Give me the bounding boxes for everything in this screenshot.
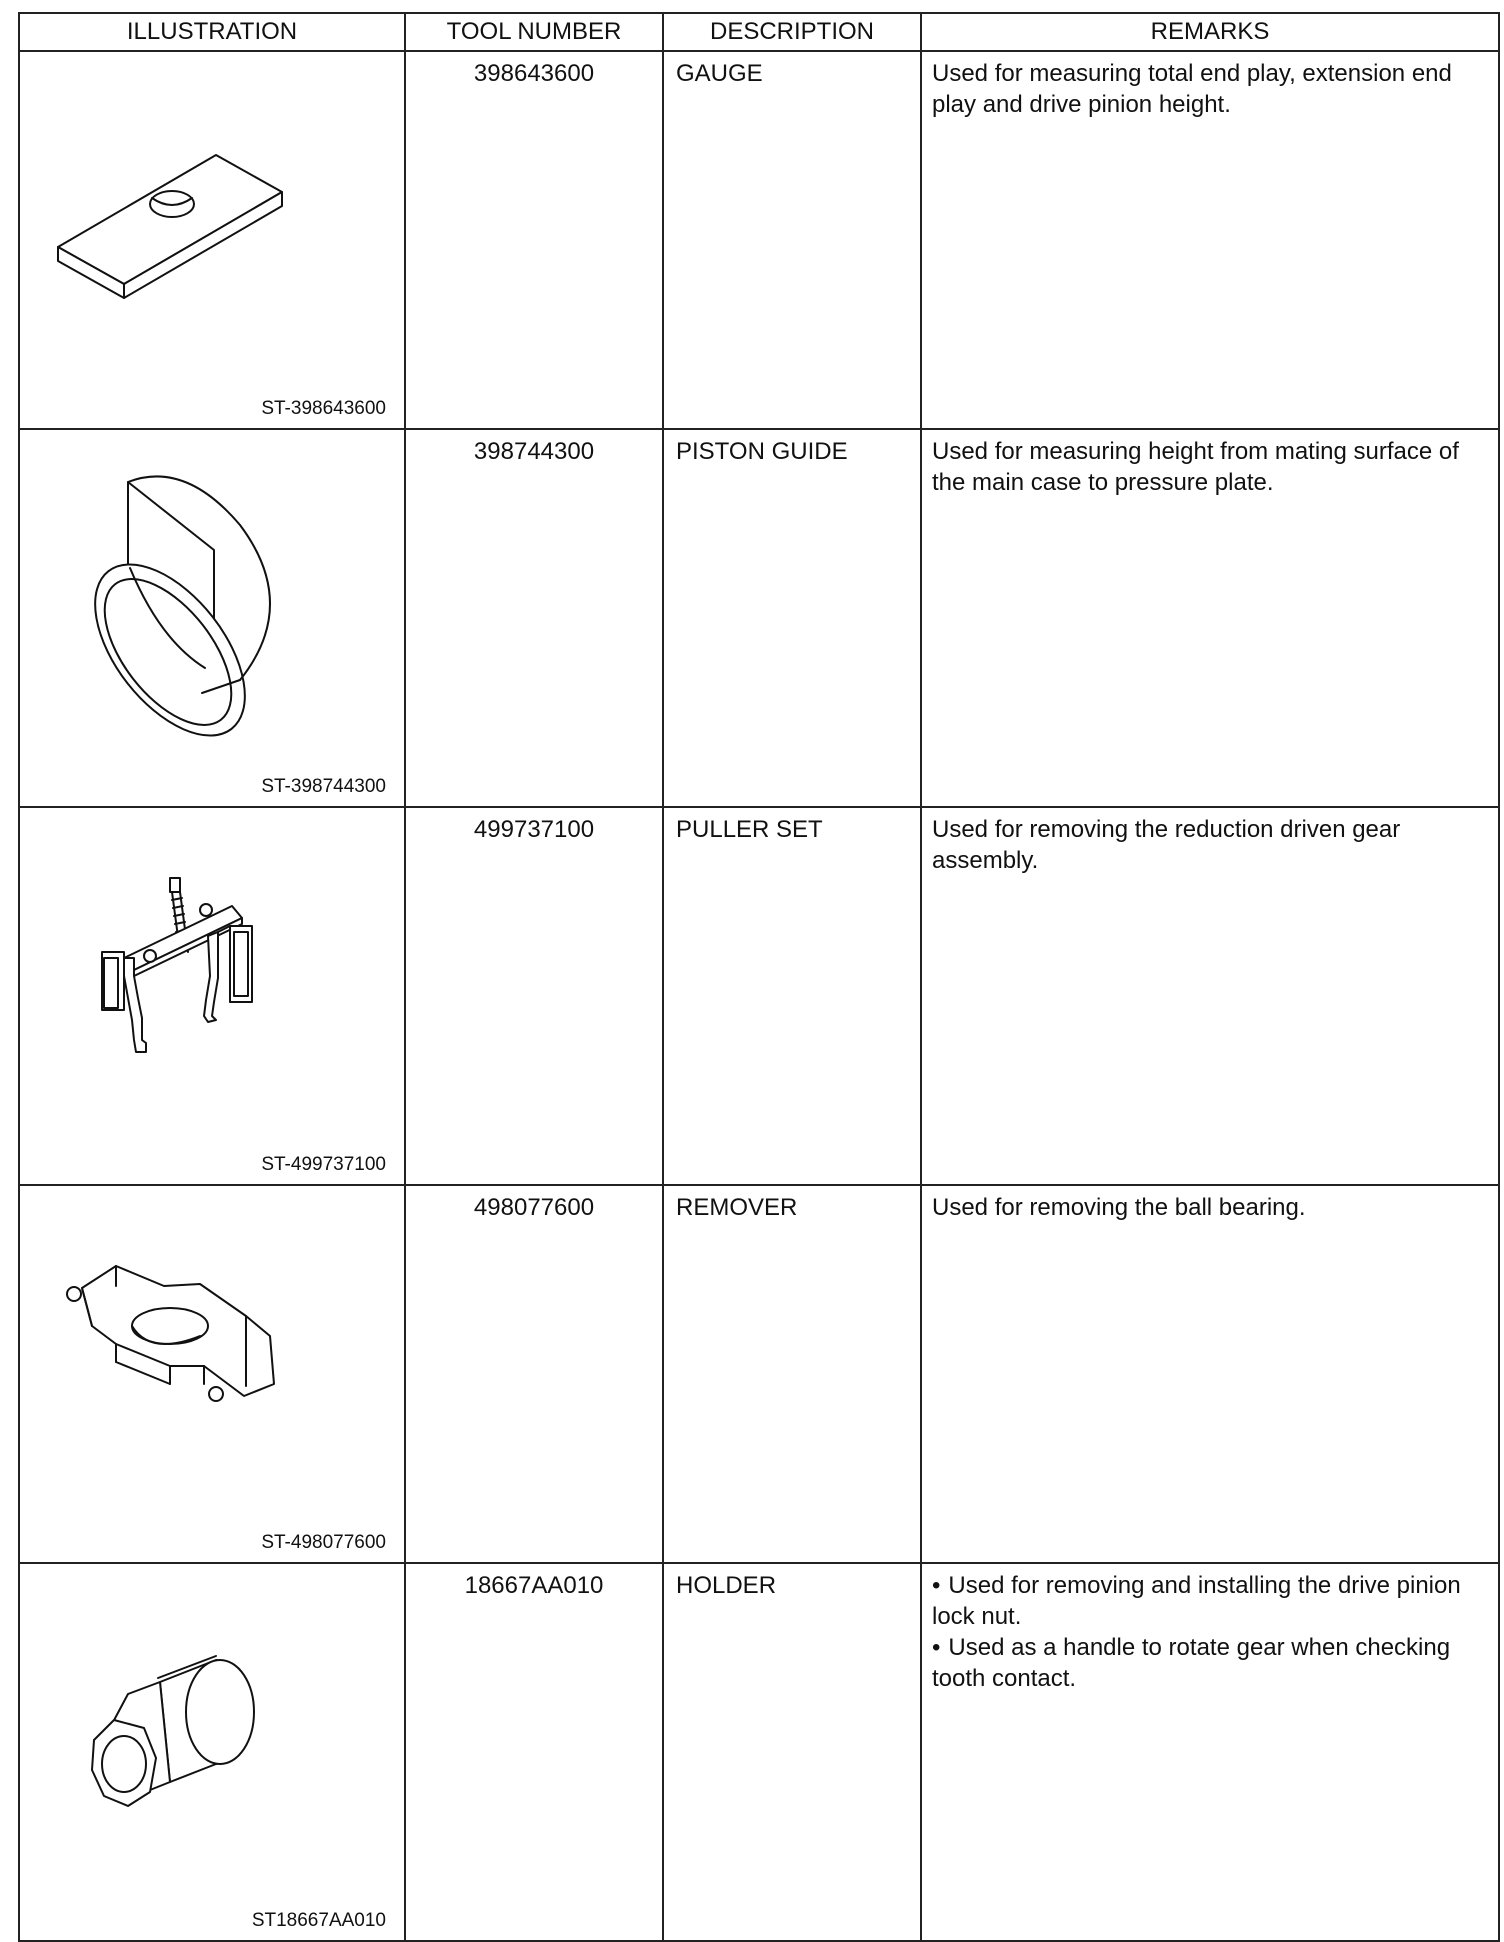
illustration-code: ST-398744300: [261, 776, 386, 797]
tool-number: 499737100: [405, 807, 663, 1185]
tool-description: PISTON GUIDE: [663, 429, 921, 807]
tool-description: HOLDER: [663, 1563, 921, 1941]
tool-number: 498077600: [405, 1185, 663, 1563]
bearing-remover-icon: [20, 1186, 404, 1556]
tool-remarks: [921, 807, 1499, 1185]
tool-description: REMOVER: [663, 1185, 921, 1563]
illustration-code: ST-499737100: [261, 1154, 386, 1175]
remark-text: Used for measuring height from mating surface of the main case to pressure plate.: [932, 438, 1459, 496]
illustration-cell: [19, 1563, 405, 1941]
header-remarks: REMARKS: [921, 13, 1499, 51]
remark-text: Used for removing the ball bearing.: [932, 1194, 1306, 1221]
tool-remarks: [921, 1185, 1499, 1563]
table-row: [19, 807, 1499, 1185]
gauge-plate-icon: [20, 52, 404, 422]
bullet: •: [932, 1572, 941, 1599]
remark-text: Used for removing and installing the drive pinion lock nut.: [932, 1572, 1461, 1630]
tool-description: GAUGE: [663, 51, 921, 429]
tool-description: PULLER SET: [663, 807, 921, 1185]
list-item: [932, 1570, 1486, 1632]
illustration-cell: [19, 807, 405, 1185]
remarks-list: [932, 1570, 1486, 1694]
remark-text: Used as a handle to rotate gear when checking tooth contact.: [932, 1634, 1451, 1692]
special-tools-table: [18, 12, 1500, 1942]
tool-number: 398744300: [405, 429, 663, 807]
table-row: [19, 429, 1499, 807]
illustration-cell: [19, 1185, 405, 1563]
header-tool-number: TOOL NUMBER: [405, 13, 663, 51]
illustration-code: ST18667AA010: [251, 1910, 386, 1931]
table-row: [19, 1185, 1499, 1563]
table-row: [19, 1563, 1499, 1941]
puller-set-icon: [20, 808, 404, 1178]
tool-number: 18667AA010: [405, 1563, 663, 1941]
table-header-row: [19, 13, 1499, 51]
illustration-code: ST-398643600: [261, 398, 386, 419]
piston-guide-ring-icon: [20, 430, 404, 800]
illustration-code: ST-498077600: [261, 1532, 386, 1553]
tool-number: 398643600: [405, 51, 663, 429]
remark-text: Used for removing the reduction driven gear assembly.: [932, 816, 1401, 874]
hex-holder-icon: [20, 1564, 404, 1934]
illustration-cell: [19, 51, 405, 429]
tool-remarks: [921, 51, 1499, 429]
header-illustration: ILLUSTRATION: [19, 13, 405, 51]
illustration-cell: [19, 429, 405, 807]
list-item: [932, 1632, 1486, 1694]
header-description: DESCRIPTION: [663, 13, 921, 51]
table-row: [19, 51, 1499, 429]
remark-text: Used for measuring total end play, extension end play and drive pinion height.: [932, 60, 1452, 118]
bullet: •: [932, 1634, 941, 1661]
tool-remarks: [921, 429, 1499, 807]
tool-remarks: [921, 1563, 1499, 1941]
